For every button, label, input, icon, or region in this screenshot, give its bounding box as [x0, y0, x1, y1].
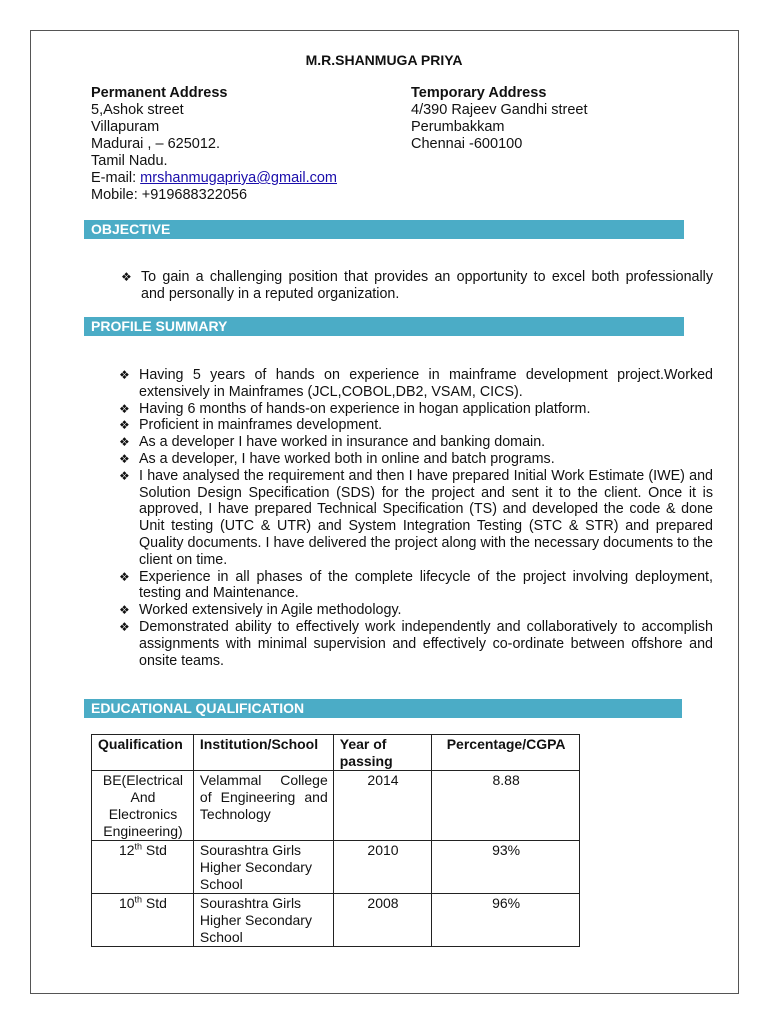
email-link[interactable]: mrshanmugapriya@gmail.com: [140, 170, 337, 186]
year-cell: 2010: [333, 841, 431, 894]
address-line: Perumbakkam: [411, 119, 505, 135]
address-line: Chennai -600100: [411, 136, 523, 152]
score-cell: 8.88: [432, 771, 580, 841]
score-cell: 93%: [432, 841, 580, 894]
institution-cell: Sourashtra Girls Higher Secondary School: [193, 841, 333, 894]
email-label: E-mail:: [91, 170, 141, 186]
qualification-cell: 12th Std: [92, 841, 194, 894]
table-row: [92, 894, 580, 947]
diamond-bullet-icon: ❖: [119, 569, 130, 584]
objective-heading: OBJECTIVE: [84, 220, 684, 239]
institution-cell: Sourashtra Girls Higher Secondary School: [193, 894, 333, 947]
mobile-line: Mobile: +919688322056: [91, 187, 248, 203]
column-header: Year of passing: [333, 735, 431, 771]
profile-summary-list: [117, 367, 713, 669]
profile-summary-heading: PROFILE SUMMARY: [84, 317, 684, 336]
list-item: ❖ Experience in all phases of the complete lifecycle of the project involving deployment, testing and Maintenance.: [119, 568, 713, 602]
address-line: Madurai , – 625012.: [91, 136, 220, 152]
address-line: Tamil Nadu.: [91, 153, 168, 169]
diamond-bullet-icon: ❖: [119, 401, 130, 416]
permanent-address: [91, 85, 337, 204]
temporary-address: [411, 85, 588, 153]
permanent-address-heading: Permanent Address: [91, 85, 228, 101]
score-cell: 96%: [432, 894, 580, 947]
list-item: ❖ Worked extensively in Agile methodology.: [119, 602, 402, 619]
table-row: [92, 841, 580, 894]
address-line: 5,Ashok street: [91, 102, 184, 118]
diamond-bullet-icon: ❖: [119, 435, 130, 450]
table-row: [92, 771, 580, 841]
education-table: [91, 734, 580, 947]
list-item: ❖ To gain a challenging position that provides an opportunity to excel both professionally and personally in a reputed organization.: [121, 269, 713, 302]
list-item: ❖ Having 5 years of hands on experience in mainframe development project.Worked extensively in Mainframes (JCL,COBOL,DB2, VSAM, CICS).: [119, 367, 713, 400]
qualification-cell: BE(Electrical And Electronics Engineering): [92, 771, 194, 841]
diamond-bullet-icon: ❖: [119, 603, 130, 618]
list-item: ❖ Proficient in mainframes development.: [119, 417, 383, 434]
list-item: ❖ As a developer I have worked in insurance and banking domain.: [119, 434, 546, 451]
list-item: ❖ Having 6 months of hands-on experience in hogan application platform.: [119, 400, 591, 417]
diamond-bullet-icon: ❖: [119, 418, 130, 433]
column-header: Institution/School: [193, 735, 333, 771]
diamond-bullet-icon: ❖: [119, 468, 130, 483]
diamond-bullet-icon: ❖: [119, 619, 130, 634]
list-item: ❖ I have analysed the requirement and then I have prepared Initial Work Estimate (IWE) and Solution Design Specification (SDS) for the project and sent it to the client. Once it is approved, I have prepared Technical Specification (TS) and developed the code & done Unit testing (UTC & UTR) and System Integration Testing (STC & STR) and prepared Quality documents. I have delivered the project along with the necessary documents to the client on time.: [119, 467, 713, 568]
year-cell: 2008: [333, 894, 431, 947]
address-line: Villapuram: [91, 119, 160, 135]
list-item: ❖ As a developer, I have worked both in online and batch programs.: [119, 450, 555, 467]
address-line: 4/390 Rajeev Gandhi street: [411, 102, 588, 118]
diamond-bullet-icon: ❖: [119, 368, 130, 382]
list-item: ❖ Demonstrated ability to effectively work independently and collaboratively to accomplish assignments with minimal supervision and effectively co-ordinate between offshore and onsite teams.: [119, 618, 713, 669]
objective-list: [119, 269, 713, 303]
column-header: Percentage/CGPA: [432, 735, 580, 771]
diamond-bullet-icon: ❖: [121, 270, 132, 284]
table-header-row: [92, 735, 580, 771]
candidate-name: M.R.SHANMUGA PRIYA: [305, 52, 463, 68]
institution-cell: Velammal College of Engineering and Technology: [193, 771, 333, 841]
qualification-cell: 10th Std: [92, 894, 194, 947]
education-heading: EDUCATIONAL QUALIFICATION: [84, 699, 682, 718]
column-header: Qualification: [92, 735, 194, 771]
diamond-bullet-icon: ❖: [119, 451, 130, 466]
year-cell: 2014: [333, 771, 431, 841]
email-line: [91, 170, 337, 187]
temporary-address-heading: Temporary Address: [411, 85, 547, 101]
